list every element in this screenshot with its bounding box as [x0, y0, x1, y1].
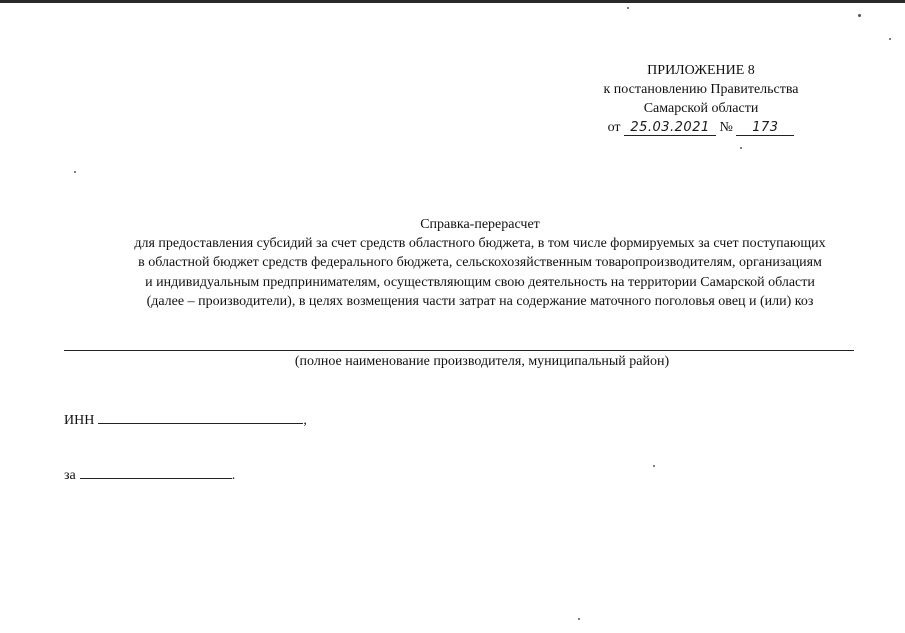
period-label: за	[64, 468, 76, 483]
attachment-date-line	[560, 118, 842, 137]
attachment-resolution: к постановлению Правительства	[603, 82, 799, 97]
period-blank[interactable]	[80, 466, 232, 479]
scan-speck	[653, 465, 655, 467]
document-line-3: и индивидуальным предпринимателям, осуществляющим свою деятельность на территории Самарской области	[145, 274, 815, 290]
scan-speck	[740, 147, 742, 149]
document-line-2: в областной бюджет средств федерального бюджета, сельскохозяйственным товаропроизводителям, организациям	[138, 255, 822, 271]
document-title-block	[60, 215, 900, 311]
document-line-4: (далее – производители), в целях возмещения части затрат на содержание маточного поголовья овец и (или) коз	[146, 293, 814, 309]
document-heading: Справка-перерасчет	[420, 217, 540, 232]
period-row	[64, 466, 235, 485]
scan-top-edge	[0, 0, 905, 3]
document-line-1: для предоставления субсидий за счет средств областного бюджета, в том числе формируемых за счет поступающих	[134, 236, 826, 252]
producer-name-blank[interactable]	[64, 350, 854, 351]
number-label: №	[719, 120, 733, 135]
inn-row	[64, 411, 307, 430]
inn-label: ИНН	[64, 413, 95, 428]
scan-speck	[578, 618, 580, 620]
scan-speck	[627, 7, 629, 9]
attachment-title: ПРИЛОЖЕНИЕ 8	[647, 63, 755, 78]
attachment-region: Самарской области	[643, 101, 759, 116]
inn-blank[interactable]	[98, 411, 303, 424]
scan-speck	[74, 171, 76, 173]
inn-suffix: ,	[303, 413, 307, 428]
period-suffix: .	[231, 468, 236, 483]
handwritten-date: 25.03.2021	[624, 120, 716, 136]
producer-caption: (полное наименование производителя, муниципальный район)	[294, 354, 670, 369]
handwritten-number: 173	[736, 120, 794, 136]
scan-speck	[889, 38, 891, 40]
date-prefix: от	[607, 120, 621, 135]
attachment-block	[560, 61, 842, 137]
scan-speck	[858, 14, 861, 17]
